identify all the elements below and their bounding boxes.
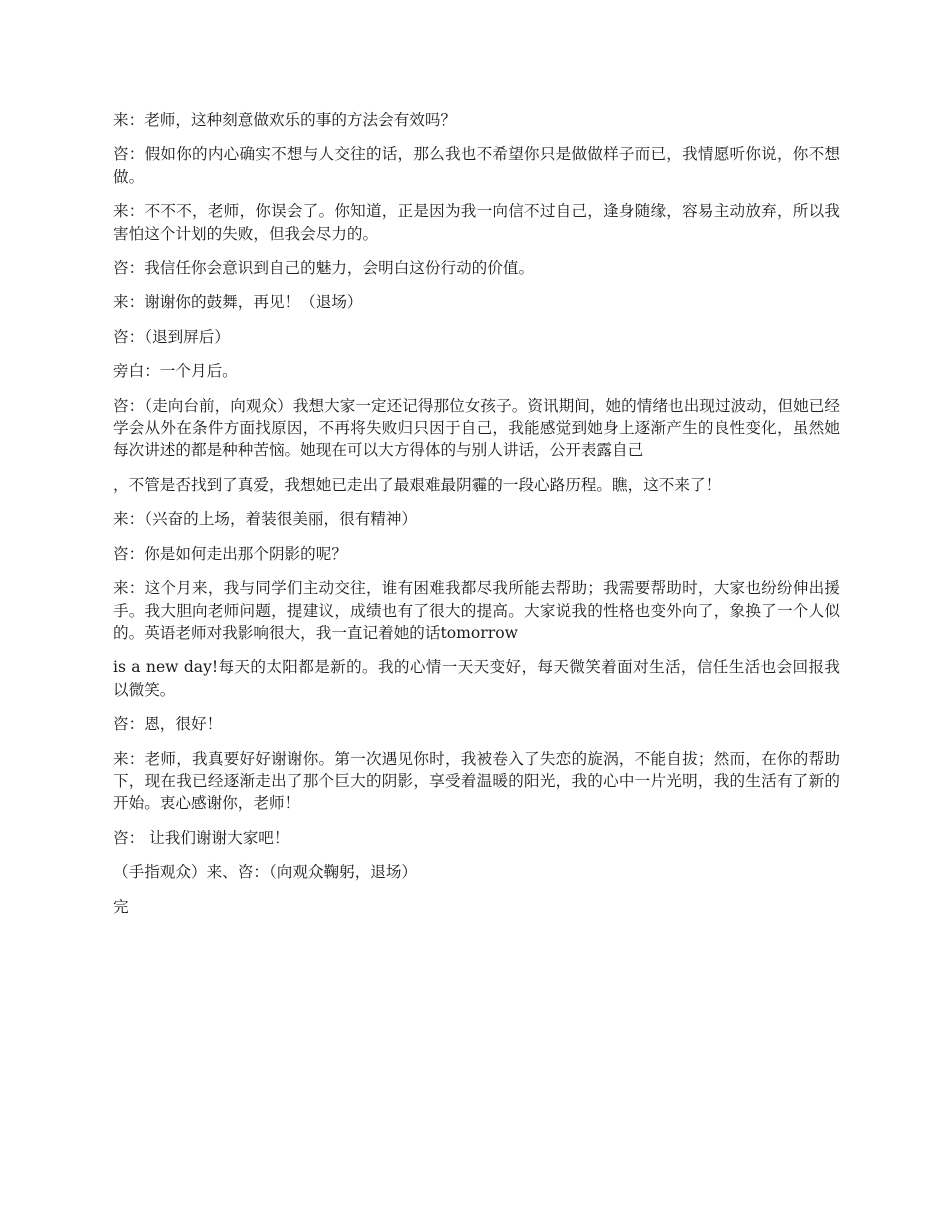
dialogue-line-4: 咨：我信任你会意识到自己的魅力，会明白这份行动的价值。 — [113, 259, 535, 278]
dialogue-line-5: 来：谢谢你的鼓舞，再见！（退场） — [113, 293, 363, 312]
dialogue-line-15: 来：老师，我真要好好谢谢你。第一次遇见你时，我被卷入了失恋的旋涡，不能自拔；然而，在你的帮助下，现在我已经逐渐走出了那个巨大的阴影，享受着温暖的阳光，我的心中一片光明，我的生活有了新的开始。衷心感谢你，老师！ — [113, 749, 840, 813]
end-mark: 完 — [113, 897, 129, 916]
dialogue-line-16: 咨： 让我们谢谢大家吧！ — [113, 828, 290, 847]
dialogue-line-3: 来：不不不，老师，你误会了。你知道，正是因为我一向信不过自己，逢身随缘，容易主动放弃，所以我害怕这个计划的失败，但我会尽力的。 — [113, 202, 840, 243]
dialogue-line-8: 咨：（走向台前，向观众）我想大家一定还记得那位女孩子。资讯期间，她的情绪也出现过波动，但她已经学会从外在条件方面找原因，不再将失败归只因于自己，我能感觉到她身上逐渐产生的良性变化，虽然她每次讲述的都是种种苦恼。她现在可以大方得体的与别人讲话，公开表露自己 — [113, 396, 840, 460]
dialogue-line-9: ，不管是否找到了真爱，我想她已走出了最艰难最阴霾的一段心路历程。瞧，这不来了！ — [113, 475, 722, 494]
dialogue-line-1: 来：老师，这种刻意做欢乐的事的方法会有效吗？ — [113, 111, 457, 129]
dialogue-line-2: 咨：假如你的内心确实不想与人交往的话，那么我也不希望你只是做做样子而已，我情愿听你说，你不想做。 — [113, 145, 840, 186]
dialogue-line-6: 咨：（退到屏后） — [113, 327, 230, 346]
dialogue-line-10: 来：（兴奋的上场，着装很美丽，很有精神） — [113, 510, 418, 529]
dialogue-line-13: is a new day!每天的太阳都是新的。我的心情一天天变好，每天微笑着面对生活，信任生活也会回报我以微笑。 — [113, 658, 840, 699]
dialogue-line-12: 来：这个月来，我与同学们主动交往，谁有困难我都尽我所能去帮助；我需要帮助时，大家也纷纷伸出援手。我大胆向老师问题，提建议，成绩也有了很大的提高。大家说我的性格也变外向了，象换了一个人似的。英语老师对我影响很大，我一直记着她的话tomorrow — [113, 579, 840, 642]
dialogue-line-14: 咨：恩，很好！ — [113, 715, 223, 734]
dialogue-line-11: 咨：你是如何走出那个阴影的呢？ — [113, 544, 347, 563]
narration-line: 旁白：一个月后。 — [113, 362, 238, 381]
stage-direction-line: （手指观众）来、咨：（向观众鞠躬，退场） — [113, 863, 418, 882]
